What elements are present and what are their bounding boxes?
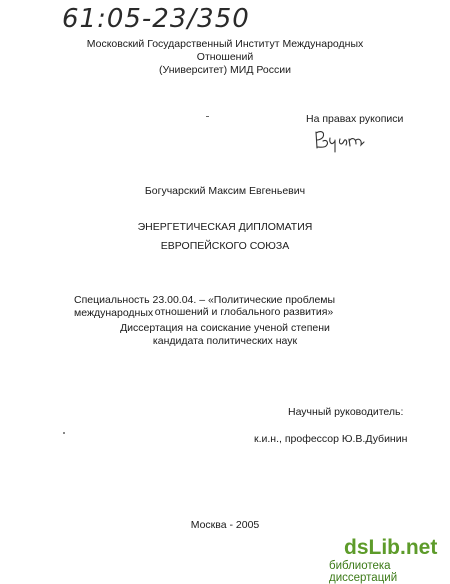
supervisor-label: Научный руководитель: (288, 406, 404, 418)
institute-name (60, 38, 390, 77)
title-line-2: ЕВРОПЕЙСКОГО СОЮЗА (160, 240, 290, 252)
scan-speck-2 (63, 432, 65, 434)
city-year: Москва - 2005 (190, 519, 260, 531)
dissertation-line-2: кандидата политических наук (152, 335, 298, 347)
title-line-1: ЭНЕРГЕТИЧЕСКАЯ ДИПЛОМАТИЯ (137, 221, 313, 233)
specialty-line-2: отношений и глобального развития» (154, 306, 334, 318)
archive-number: 61:05-23/350 (62, 4, 250, 34)
handwritten-signature (312, 126, 372, 156)
institute-line-2: (Университет) МИД России (159, 64, 291, 76)
rights-notice: На правах рукописи (306, 113, 404, 125)
dissertation-purpose (0, 322, 450, 348)
specialty-line-1: Специальность 23.00.04. – «Политические проблемы международных (74, 294, 336, 319)
supervisor-name: к.и.н., профессор Ю.В.Дубинин (254, 433, 408, 445)
dslib-tagline: библиотека диссертаций (329, 560, 398, 584)
dslib-logo: dsLib.net (344, 536, 438, 559)
author-name: Богучарский Максим Евгеньевич (144, 185, 306, 197)
institute-line-1: Московский Государственный Институт Международных Отношений (86, 38, 364, 63)
dissertation-line-1: Диссертация на соискание ученой степени (120, 322, 330, 334)
dissertation-title (0, 218, 450, 256)
scan-speck (206, 116, 209, 117)
